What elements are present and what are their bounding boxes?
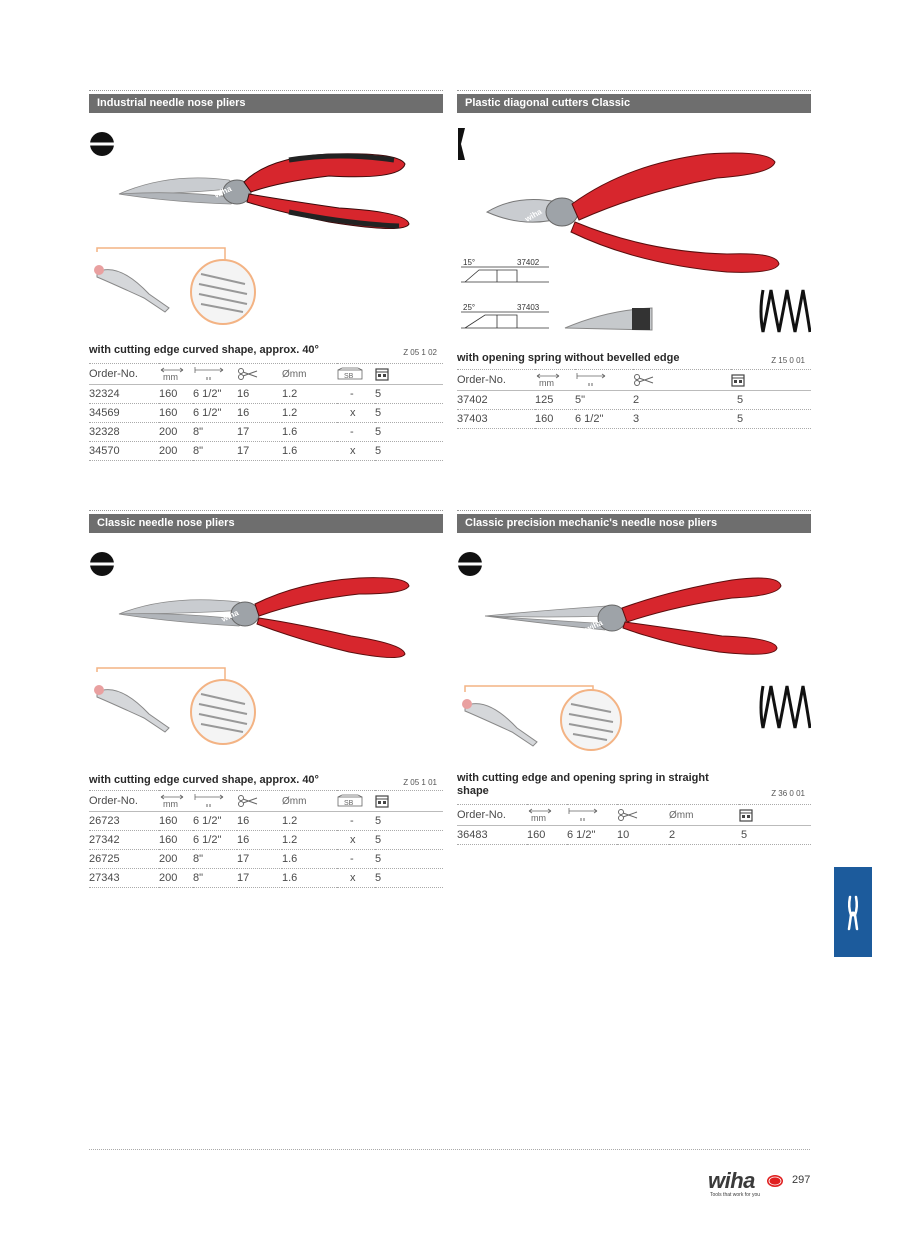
header-pack-qty	[739, 805, 811, 826]
product-illustration	[457, 112, 811, 352]
section-divider	[457, 90, 811, 91]
header-length-mm	[527, 805, 567, 826]
product-code: Z 05 1 01	[403, 778, 437, 787]
section-classic-needle-nose	[89, 510, 443, 890]
angle-diagram-25	[461, 303, 549, 328]
header-cutting	[617, 805, 669, 826]
length-arrow-icon	[159, 793, 185, 809]
detail-inset	[94, 248, 255, 324]
pliers-image	[487, 153, 779, 272]
header-length-inch	[193, 791, 237, 812]
table-header-row	[457, 370, 811, 391]
header-length-inch	[575, 370, 633, 391]
product-code: Z 05 1 02	[403, 348, 437, 357]
package-icon	[731, 373, 745, 387]
spec-table	[89, 363, 443, 461]
cutter-shape-icon	[458, 128, 465, 160]
table-row: 37402 125 5" 2 5	[457, 391, 811, 410]
header-diameter: Ømm	[669, 805, 739, 826]
header-sb	[337, 364, 375, 385]
svg-text:25°: 25°	[463, 303, 476, 312]
detail-inset	[94, 668, 255, 744]
section-precision-mechanic-needle-nose	[457, 510, 811, 850]
cutter-detail-image	[565, 308, 652, 330]
table-row: 34569 160 6 1/2" 16 1.2 x 5	[89, 404, 443, 423]
product-subtitle: with opening spring without bevelled edge	[457, 352, 680, 364]
logo-badge-icon	[766, 1174, 784, 1188]
scissors-icon	[633, 373, 655, 387]
product-illustration	[89, 532, 443, 752]
slotted-grip-icon	[90, 552, 114, 576]
product-subtitle: with cutting edge curved shape, approx. 40°	[89, 774, 319, 786]
product-subtitle: with cutting edge and opening spring in straight shape	[457, 772, 709, 797]
header-order-no: Order-No.	[89, 791, 159, 812]
header-order-no: Order-No.	[89, 364, 159, 385]
header-pack-qty	[731, 370, 811, 391]
header-length-mm	[159, 791, 193, 812]
package-icon	[375, 794, 389, 808]
svg-text:mm: mm	[163, 799, 178, 809]
spec-table	[457, 369, 811, 429]
pliers-category-icon	[834, 867, 872, 957]
svg-text:SB: SB	[344, 800, 354, 807]
logo-tagline: Tools that work for you	[710, 1192, 761, 1198]
section-title: Classic precision mechanic's needle nose pliers	[457, 514, 811, 533]
header-cutting	[237, 791, 282, 812]
table-row: 37403 160 6 1/2" 3 5	[457, 410, 811, 429]
sb-pack-icon	[337, 794, 363, 808]
header-diameter: Ømm	[282, 364, 337, 385]
pliers-image	[119, 154, 409, 229]
svg-text:mm: mm	[163, 372, 178, 382]
length-arrow-icon	[527, 807, 553, 823]
svg-text:wiha: wiha	[220, 608, 240, 624]
svg-text:wiha: wiha	[584, 618, 604, 634]
scissors-icon	[237, 367, 259, 381]
table-row: 27343 200 8" 17 1.6 x 5	[89, 869, 443, 888]
header-pack-qty	[375, 364, 443, 385]
table-header-row	[89, 791, 443, 812]
product-code: Z 36 0 01	[771, 789, 805, 798]
table-row: 26723 160 6 1/2" 16 1.2 - 5	[89, 812, 443, 831]
slotted-grip-icon	[458, 552, 482, 576]
table-row: 32324 160 6 1/2" 16 1.2 - 5	[89, 385, 443, 404]
section-title: Plastic diagonal cutters Classic	[457, 94, 811, 113]
spec-table	[89, 790, 443, 888]
pliers-image	[485, 578, 781, 654]
category-tab[interactable]	[834, 867, 872, 957]
product-code: Z 15 0 01	[771, 356, 805, 365]
header-order-no: Order-No.	[457, 805, 527, 826]
table-row: 26725 200 8" 17 1.6 - 5	[89, 850, 443, 869]
svg-text:15°: 15°	[463, 258, 476, 267]
length-arrow-icon	[535, 372, 561, 388]
inch-arrow-icon	[575, 372, 607, 388]
length-arrow-icon	[159, 366, 185, 382]
package-icon	[375, 367, 389, 381]
table-header-row	[457, 805, 811, 826]
svg-text:SB: SB	[344, 373, 354, 380]
svg-text:wiha: wiha	[523, 207, 544, 224]
section-title: Industrial needle nose pliers	[89, 94, 443, 113]
header-cutting	[633, 370, 731, 391]
section-divider	[89, 510, 443, 511]
spring-icon	[761, 686, 810, 728]
scissors-icon	[617, 808, 639, 822]
sb-pack-icon	[337, 367, 363, 381]
package-icon	[739, 808, 753, 822]
section-divider	[89, 90, 443, 91]
header-order-no: Order-No.	[457, 370, 535, 391]
header-cutting	[237, 364, 282, 385]
page-number: 297	[792, 1174, 811, 1186]
header-pack-qty	[375, 791, 443, 812]
angle-diagram-15	[461, 258, 549, 282]
product-subtitle: with cutting edge curved shape, approx. 40°	[89, 344, 319, 356]
section-plastic-diagonal-cutters	[457, 90, 811, 470]
header-length-inch	[567, 805, 617, 826]
table-row: 32328 200 8" 17 1.6 - 5	[89, 423, 443, 442]
logo-wordmark: wiha	[708, 1168, 755, 1193]
section-industrial-needle-nose	[89, 90, 443, 470]
header-length-inch	[193, 364, 237, 385]
pliers-image	[119, 578, 409, 658]
footer-divider	[89, 1149, 810, 1150]
svg-text:mm: mm	[539, 378, 554, 388]
slotted-grip-icon	[90, 132, 114, 156]
wiha-logo	[708, 1168, 788, 1200]
header-length-mm	[535, 370, 575, 391]
section-title: Classic needle nose pliers	[89, 514, 443, 533]
product-illustration	[89, 112, 443, 332]
table-row: 36483 160 6 1/2" 10 2 5	[457, 826, 811, 845]
header-length-mm	[159, 364, 193, 385]
table-header-row	[89, 364, 443, 385]
detail-inset	[462, 686, 621, 750]
product-illustration	[457, 532, 811, 752]
header-sb	[337, 791, 375, 812]
brand-mark: wiha	[213, 184, 233, 200]
spec-table	[457, 804, 811, 845]
section-divider	[457, 510, 811, 511]
header-diameter: Ømm	[282, 791, 337, 812]
scissors-icon	[237, 794, 259, 808]
table-row: 27342 160 6 1/2" 16 1.2 x 5	[89, 831, 443, 850]
inch-arrow-icon	[567, 807, 599, 823]
inch-arrow-icon	[193, 366, 225, 382]
table-row: 34570 200 8" 17 1.6 x 5	[89, 442, 443, 461]
svg-text:37402: 37402	[517, 258, 540, 267]
spring-icon	[761, 290, 810, 332]
svg-text:37403: 37403	[517, 303, 540, 312]
inch-arrow-icon	[193, 793, 225, 809]
svg-text:mm: mm	[531, 813, 546, 823]
